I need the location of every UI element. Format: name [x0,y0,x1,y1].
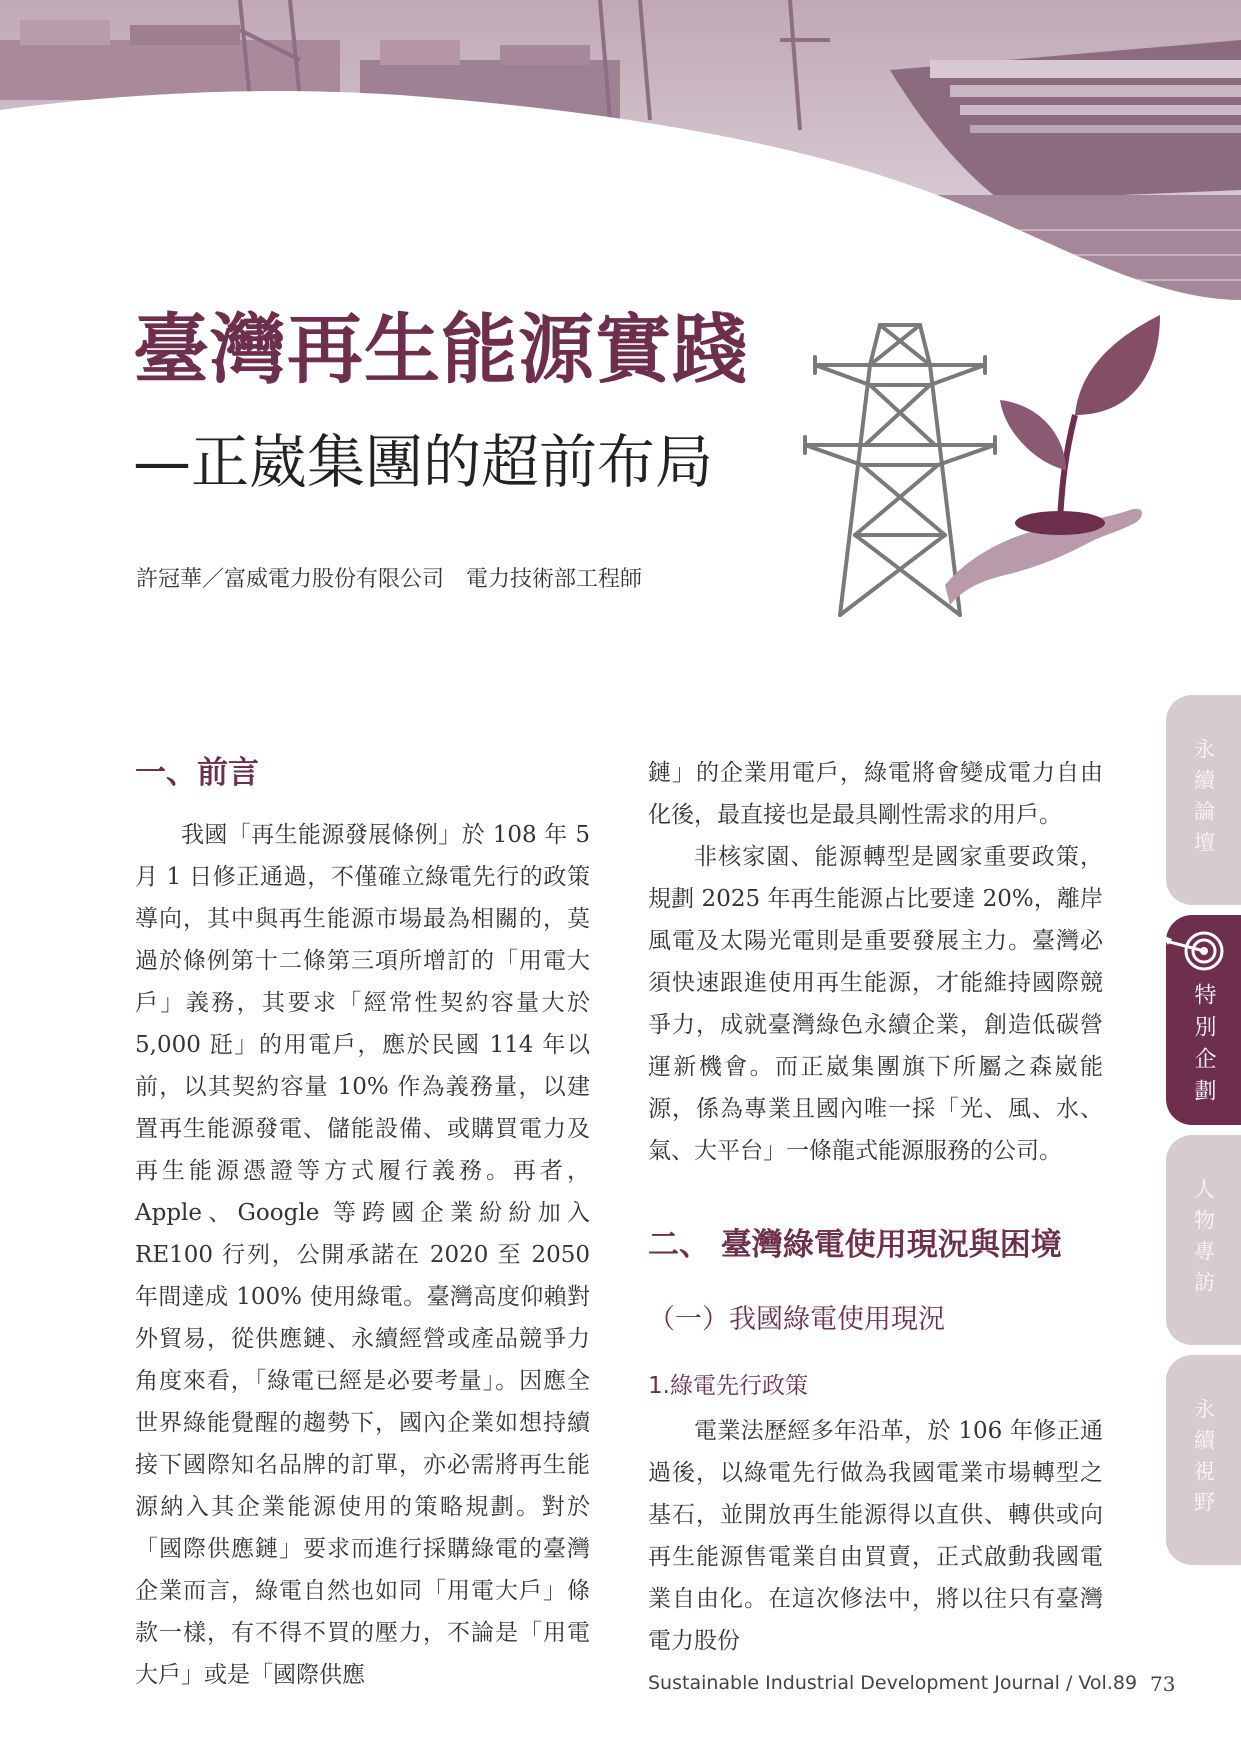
page-number: 73 [1150,1672,1176,1696]
power-pylon-plant-illustration [800,305,1160,625]
side-tab-label: 人物專訪 [1191,1178,1216,1302]
section-heading-green-power: 二、 臺灣綠電使用現況與困境 [648,1227,1062,1263]
side-tab-label: 永續論壇 [1191,738,1216,862]
left-column [135,752,590,1696]
side-tab-label: 特別企劃 [1191,983,1216,1111]
side-tab-interview[interactable] [1166,1135,1241,1345]
side-tab-special-feature[interactable] [1166,915,1241,1125]
subsection-heading-status: （一）我國綠電使用現況 [648,1304,945,1335]
section-heading-intro: 一、前言 [135,755,259,791]
article-subtitle: —正崴集團的超前布局 [133,428,714,496]
intro-paragraph-continued: 鏈」的企業用電戶，綠電將會變成電力自由化後，最直接也是最具剛性需求的用戶。 [648,760,1103,828]
subsubsection-heading-policy: 1.綠電先行政策 [648,1373,808,1399]
side-tab-sustainability-vision[interactable] [1166,1355,1241,1565]
electricity-act-paragraph: 電業法歷經多年沿革，於 106 年修正通過後，以綠電先行做為我國電業市場轉型之基石，並開放再生能源得以直供、轉供或向再生能源售電業自由買賣，正式啟動我國電業自由化。在這次修法中，將以往只有臺灣電力股份 [648,1418,1103,1654]
target-arrow-icon [1160,929,1224,973]
article-title: 臺灣再生能源實踐 [133,305,749,394]
intro-paragraph: 我國「再生能源發展條例」於 108 年 5 月 1 日修正通過，不僅確立綠電先行的政策導向，其中與再生能源市場最為相關的，莫過於條例第十二條第三項所增訂的「用電大戶」義務，其要求「經常性契約容量大於 5,000 瓩」的用電戶，應於民國 114 年以前，以其契約容量 10% 作為義務量，以建置再生能源發電、儲能設備、或購買電力及再生能源憑證等方式履行義務。再者，Apple、Google 等跨國企業紛紛加入 RE100 行列，公開承諾在 2020 至 2050 年間達成 100% 使用綠電。臺灣高度仰賴對外貿易，從供應鏈、永續經營或產品競爭力角度來看，「綠電已經是必要考量」。因應全世界綠能覺醒的趨勢下，國內企業如想持續接下國際知名品牌的訂單，亦必需將再生能源納入其企業能源使用的策略規劃。對於「國際供應鏈」要求而進行採購綠電的臺灣企業而言，綠電自然也如同「用電大戶」條款一樣，有不得不買的壓力，不論是「用電大戶」或是「國際供應 [135,822,590,1688]
footer-journal-name: Sustainable Industrial Development Journal / Vol.89 [648,1672,1138,1694]
policy-paragraph: 非核家園、能源轉型是國家重要政策，規劃 2025 年再生能源占比要達 20%，離岸風電及太陽光電則是重要發展主力。臺灣必須快速跟進使用再生能源，才能維持國際競爭力，成就臺灣綠色永續企業，創造低碳營運新機會。而正崴集團旗下所屬之森崴能源，係為專業且國內唯一採「光、風、水、氣、大平台」一條龍式能源服務的公司。 [648,844,1103,1164]
side-tab-label: 永續視野 [1191,1398,1216,1522]
author-byline: 許冠華／富威電力股份有限公司 電力技術部工程師 [136,567,643,592]
header-harbor-image [0,0,1241,320]
right-column [648,752,1103,1662]
side-tab-sustainability-forum[interactable] [1166,695,1241,905]
